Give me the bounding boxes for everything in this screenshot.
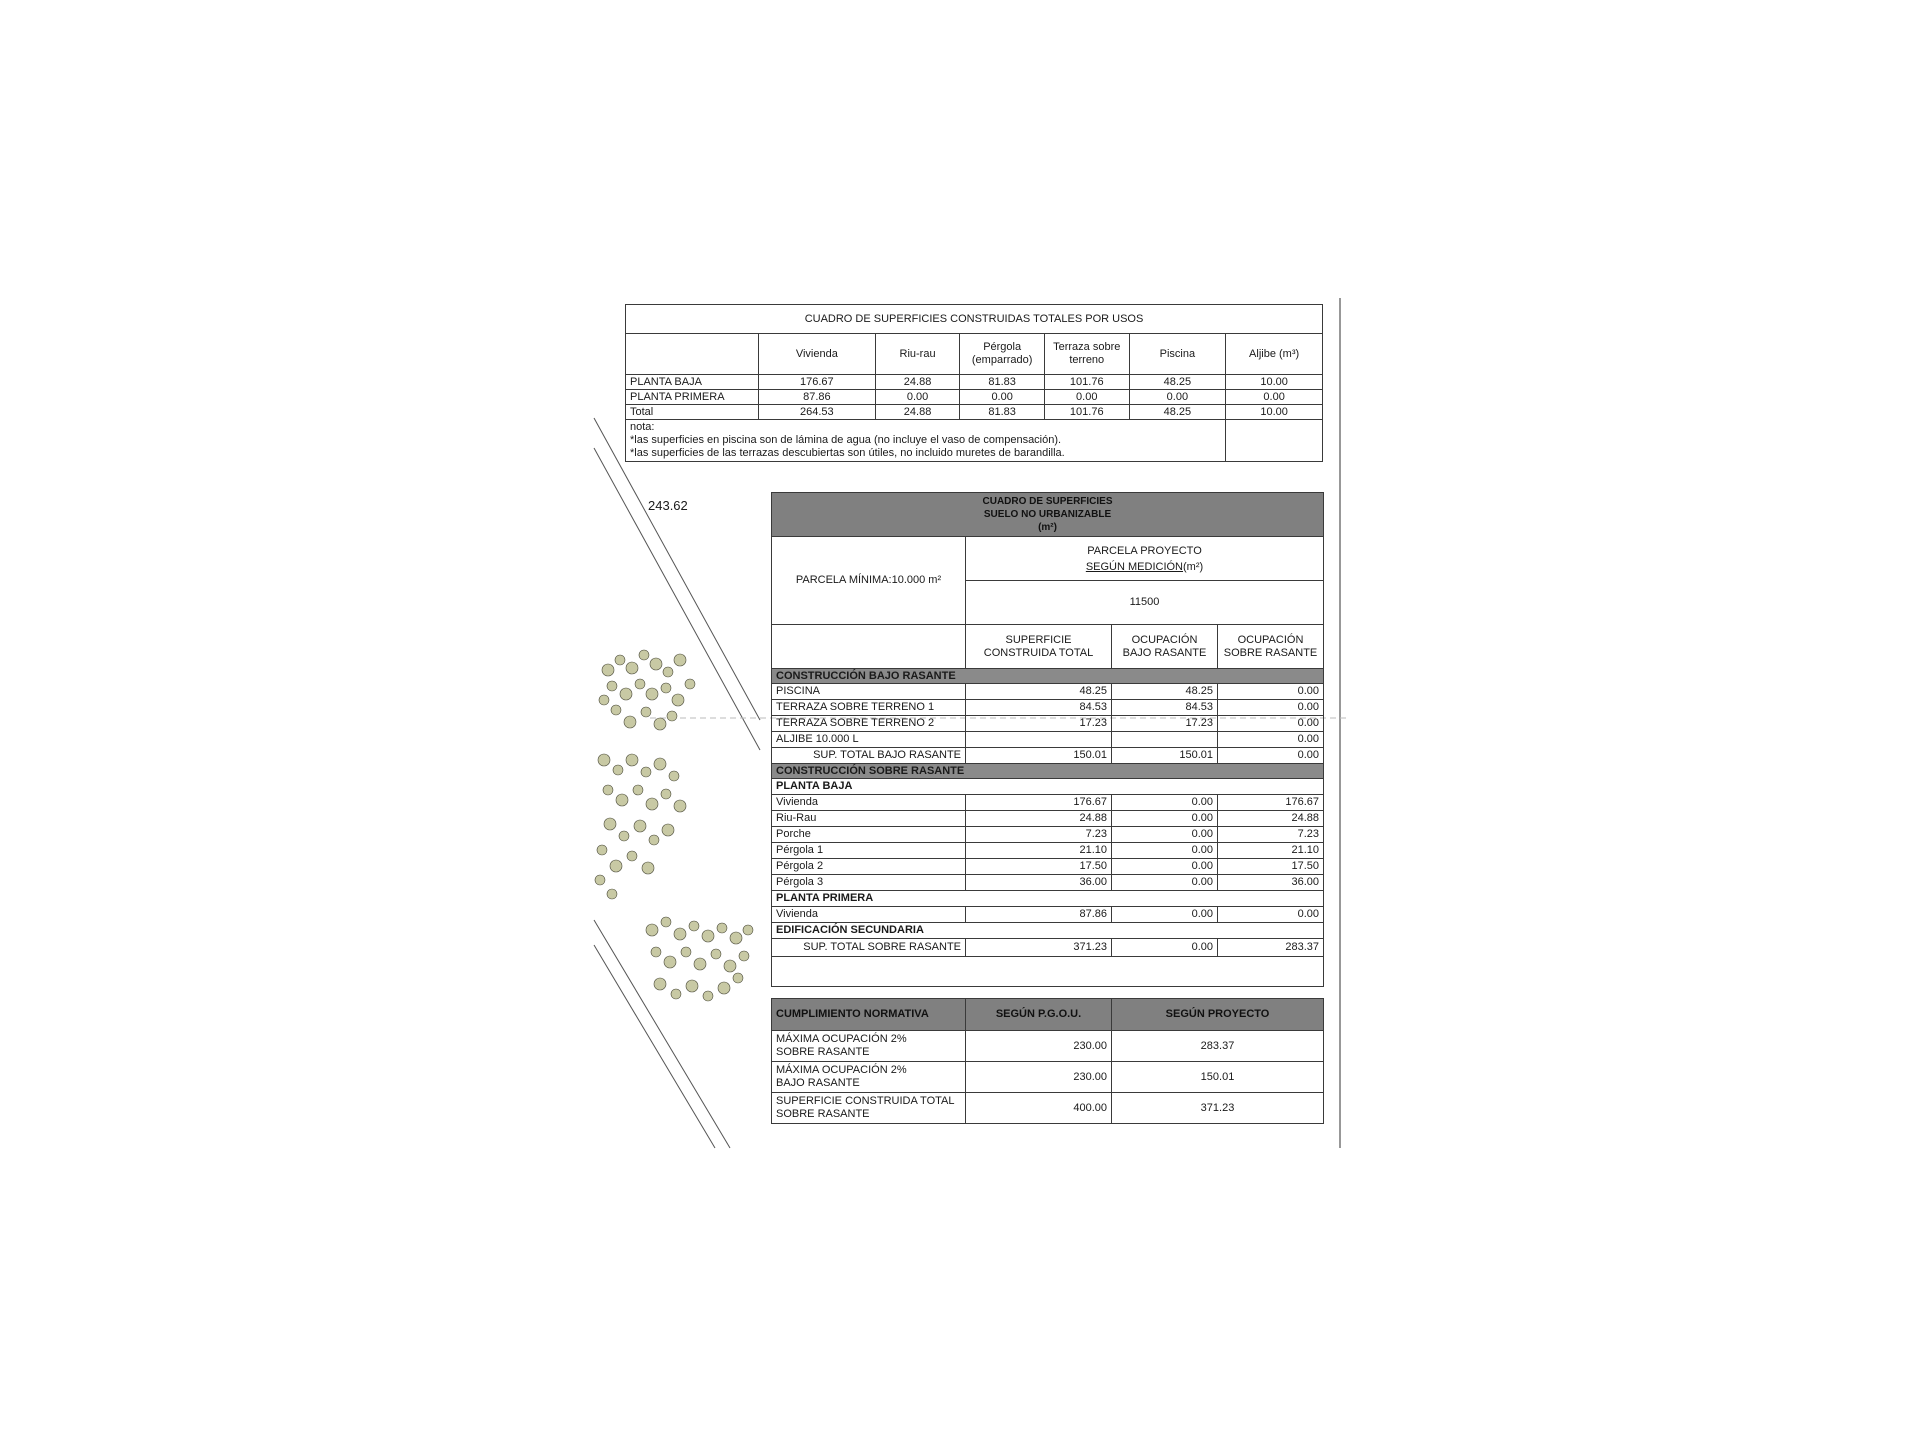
table-row — [772, 827, 1324, 843]
row-label: TERRAZA SOBRE TERRENO 1 — [772, 700, 966, 716]
compliance-table — [771, 998, 1324, 1124]
cell: 24.88 — [1218, 811, 1324, 827]
uses-col-header: Aljibe (m³) — [1226, 334, 1323, 375]
cell: 264.53 — [758, 405, 875, 420]
table-row — [772, 1093, 1324, 1124]
vegetation-cluster-2 — [595, 754, 686, 899]
cell: 0.00 — [1218, 732, 1324, 748]
table-row — [772, 1062, 1324, 1093]
row-label — [772, 1062, 966, 1093]
vegetation-cluster-3 — [646, 917, 753, 1001]
cell: 150.01 — [1112, 1062, 1324, 1093]
row-label: SUP. TOTAL BAJO RASANTE — [772, 748, 966, 764]
row-label-line: MÁXIMA OCUPACIÓN 2% — [776, 1064, 907, 1076]
cell: 81.83 — [960, 375, 1045, 390]
row-label: Vivienda — [772, 795, 966, 811]
row-label: Pérgola 3 — [772, 875, 966, 891]
col-header-bajo: OCUPACIÓN BAJO RASANTE — [1112, 625, 1218, 669]
parcela-proyecto-cell — [966, 537, 1324, 581]
row-label — [772, 1093, 966, 1124]
cell: 101.76 — [1044, 375, 1129, 390]
notes-empty-cell — [1226, 420, 1323, 462]
cell: 283.37 — [1218, 939, 1324, 957]
cell: 0.00 — [1218, 907, 1324, 923]
table-row — [772, 700, 1324, 716]
cell: 0.00 — [1112, 811, 1218, 827]
cell: 87.86 — [966, 907, 1112, 923]
cell — [966, 732, 1112, 748]
cell: 230.00 — [966, 1062, 1112, 1093]
row-label — [772, 1031, 966, 1062]
table-row — [626, 390, 1323, 405]
uses-col-header: Piscina — [1129, 334, 1226, 375]
row-label-line: SUPERFICIE CONSTRUIDA TOTAL — [776, 1095, 955, 1107]
row-label: Pérgola 2 — [772, 859, 966, 875]
compliance-header: CUMPLIMIENTO NORMATIVA — [772, 999, 966, 1031]
row-label: Vivienda — [772, 907, 966, 923]
note-line: *las superficies de las terrazas descubiertas son útiles, no incluido muretes de barandilla. — [630, 447, 1065, 459]
parcela-minima: PARCELA MÍNIMA:10.000 m² — [772, 537, 966, 625]
cell: 0.00 — [1112, 875, 1218, 891]
row-label: PISCINA — [772, 684, 966, 700]
road-line-4 — [594, 945, 715, 1148]
title-line: (m²) — [1038, 522, 1057, 533]
cell: 0.00 — [1112, 907, 1218, 923]
cell: 7.23 — [1218, 827, 1324, 843]
row-label: ALJIBE 10.000 L — [772, 732, 966, 748]
subsection-planta-primera: PLANTA PRIMERA — [772, 891, 1324, 907]
row-label: Total — [626, 405, 759, 420]
cell: 371.23 — [966, 939, 1112, 957]
table-row — [626, 405, 1323, 420]
table-row — [772, 716, 1324, 732]
cell: 48.25 — [1129, 405, 1226, 420]
note-line: *las superficies en piscina son de lámina de agua (no incluye el vaso de compensación). — [630, 434, 1062, 446]
cell: 0.00 — [1044, 390, 1129, 405]
segun-medicion-unit: (m²) — [1183, 560, 1204, 573]
cell: 48.25 — [966, 684, 1112, 700]
cell: 176.67 — [758, 375, 875, 390]
cell: 283.37 — [1112, 1031, 1324, 1062]
col-header-sobre: OCUPACIÓN SOBRE RASANTE — [1218, 625, 1324, 669]
row-label-line: SOBRE RASANTE — [776, 1046, 870, 1058]
row-label: SUP. TOTAL SOBRE RASANTE — [772, 939, 966, 957]
cell: 81.83 — [960, 405, 1045, 420]
cell: 150.01 — [1112, 748, 1218, 764]
uses-table-title: CUADRO DE SUPERFICIES CONSTRUIDAS TOTALES POR USOS — [626, 305, 1323, 334]
uses-table — [625, 304, 1323, 462]
road-line-3 — [594, 920, 730, 1148]
cell: 0.00 — [1112, 939, 1218, 957]
section-sobre-rasante: CONSTRUCCIÓN SOBRE RASANTE — [772, 764, 1324, 779]
cell: 0.00 — [1112, 795, 1218, 811]
row-label-line: BAJO RASANTE — [776, 1077, 860, 1089]
cell: 36.00 — [966, 875, 1112, 891]
table-row — [772, 732, 1324, 748]
title-line: CUADRO DE SUPERFICIES — [982, 496, 1113, 507]
uses-col-header: Vivienda — [758, 334, 875, 375]
cell: 230.00 — [966, 1031, 1112, 1062]
row-label: TERRAZA SOBRE TERRENO 2 — [772, 716, 966, 732]
uses-corner-cell — [626, 334, 759, 375]
cell: 48.25 — [1112, 684, 1218, 700]
cell: 0.00 — [1218, 748, 1324, 764]
table-row — [772, 843, 1324, 859]
notes-cell — [626, 420, 1226, 462]
cell: 0.00 — [875, 390, 960, 405]
table-row — [772, 875, 1324, 891]
cell: 17.23 — [966, 716, 1112, 732]
cell: 10.00 — [1226, 375, 1323, 390]
cell: 36.00 — [1218, 875, 1324, 891]
cell: 400.00 — [966, 1093, 1112, 1124]
col-header-total: SUPERFICIE CONSTRUIDA TOTAL — [966, 625, 1112, 669]
row-label: Pérgola 1 — [772, 843, 966, 859]
title-line: SUELO NO URBANIZABLE — [983, 509, 1112, 520]
cell: 0.00 — [1218, 716, 1324, 732]
cell: 17.23 — [1112, 716, 1218, 732]
cell: 17.50 — [966, 859, 1112, 875]
cell: 21.10 — [966, 843, 1112, 859]
cell: 24.88 — [875, 405, 960, 420]
row-label: Porche — [772, 827, 966, 843]
cell: 176.67 — [1218, 795, 1324, 811]
cell: 10.00 — [1226, 405, 1323, 420]
cell: 87.86 — [758, 390, 875, 405]
table-row — [626, 375, 1323, 390]
subsection-edificacion-secundaria: EDIFICACIÓN SECUNDARIA — [772, 923, 1324, 939]
parcela-value: 11500 — [966, 581, 1324, 625]
cell: 84.53 — [1112, 700, 1218, 716]
cell: 0.00 — [1218, 684, 1324, 700]
table-row — [772, 811, 1324, 827]
cell: 0.00 — [1218, 700, 1324, 716]
compliance-header: SEGÚN P.G.O.U. — [966, 999, 1112, 1031]
subsection-planta-baja: PLANTA BAJA — [772, 779, 1324, 795]
row-label: Riu-Rau — [772, 811, 966, 827]
parcela-proyecto-label: PARCELA PROYECTO — [1087, 544, 1202, 557]
cell: 0.00 — [960, 390, 1045, 405]
row-label: PLANTA BAJA — [626, 375, 759, 390]
uses-col-header: Terraza sobre terreno — [1044, 334, 1129, 375]
cell: 21.10 — [1218, 843, 1324, 859]
table-row — [772, 859, 1324, 875]
section-bajo-rasante: CONSTRUCCIÓN BAJO RASANTE — [772, 669, 1324, 684]
uses-col-header: Pérgola (emparrado) — [960, 334, 1045, 375]
table-row — [772, 1031, 1324, 1062]
table-row — [772, 684, 1324, 700]
cell: 24.88 — [966, 811, 1112, 827]
cell: 371.23 — [1112, 1093, 1324, 1124]
row-label-line: SOBRE RASANTE — [776, 1108, 870, 1120]
table-row — [772, 939, 1324, 957]
cell: 101.76 — [1044, 405, 1129, 420]
table-row — [772, 907, 1324, 923]
row-label-line: MÁXIMA OCUPACIÓN 2% — [776, 1033, 907, 1045]
road-line-1 — [594, 418, 760, 720]
cell — [1112, 732, 1218, 748]
row-label: PLANTA PRIMERA — [626, 390, 759, 405]
cell: 176.67 — [966, 795, 1112, 811]
surfaces-table — [771, 492, 1324, 987]
table-row — [772, 748, 1324, 764]
compliance-header: SEGÚN PROYECTO — [1112, 999, 1324, 1031]
table-row — [772, 795, 1324, 811]
cell: 0.00 — [1112, 859, 1218, 875]
cell: 0.00 — [1112, 827, 1218, 843]
cell: 150.01 — [966, 748, 1112, 764]
surfaces-corner-cell — [772, 625, 966, 669]
cell: 17.50 — [1218, 859, 1324, 875]
note-label: nota: — [630, 421, 655, 433]
cell: 24.88 — [875, 375, 960, 390]
cell: 7.23 — [966, 827, 1112, 843]
cell: 0.00 — [1129, 390, 1226, 405]
dimension-label: 243.62 — [648, 498, 688, 513]
uses-col-header: Riu-rau — [875, 334, 960, 375]
cell: 0.00 — [1226, 390, 1323, 405]
cell: 84.53 — [966, 700, 1112, 716]
surfaces-table-title — [772, 493, 1324, 537]
segun-medicion-label: SEGÚN MEDICIÓN — [1085, 560, 1184, 573]
cell: 48.25 — [1129, 375, 1226, 390]
cell: 0.00 — [1112, 843, 1218, 859]
spacer-row — [772, 957, 1324, 987]
